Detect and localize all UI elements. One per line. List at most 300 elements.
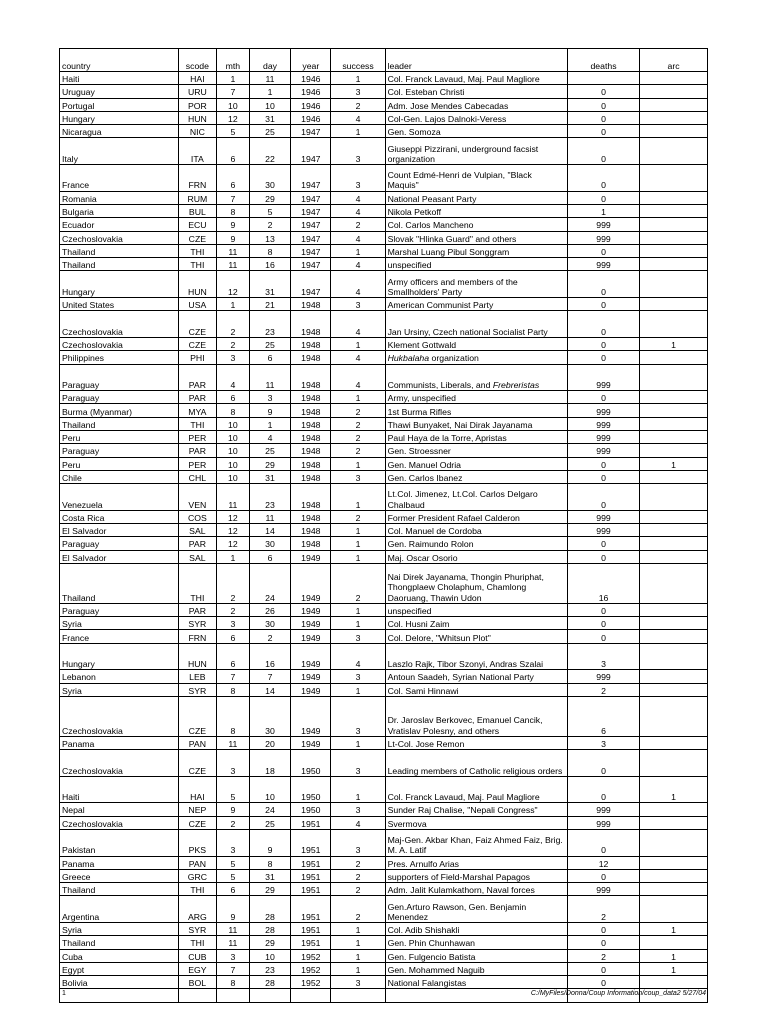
- cell-scode: CZE: [178, 696, 216, 736]
- cell-success: 1: [331, 923, 385, 936]
- cell-year: 1947: [291, 231, 331, 244]
- cell-leader: Gen. Carlos Ibanez: [385, 470, 567, 483]
- cell-year: 1947: [291, 271, 331, 298]
- cell-success: 2: [331, 510, 385, 523]
- cell-day: 26: [249, 603, 290, 616]
- cell-scode: SAL: [178, 550, 216, 563]
- cell-country: Egypt: [60, 962, 179, 975]
- cell-arc: [640, 976, 708, 989]
- cell-year: 1951: [291, 829, 331, 856]
- cell-arc: 1: [640, 337, 708, 350]
- table-row: [60, 218, 708, 231]
- cell-mth: 10: [216, 98, 249, 111]
- cell-country: Czechoslovakia: [60, 816, 179, 829]
- cell-mth: 7: [216, 191, 249, 204]
- cell-day: 30: [249, 696, 290, 736]
- table-row: [60, 125, 708, 138]
- cell-year: 1948: [291, 431, 331, 444]
- cell-day: 31: [249, 271, 290, 298]
- cell-leader: Count Edmé-Henri de Vulpian, "Black Maquis": [385, 165, 567, 192]
- table-row: [60, 298, 708, 311]
- cell-country: Chile: [60, 470, 179, 483]
- cell-mth: 8: [216, 404, 249, 417]
- cell-deaths: 2: [567, 949, 639, 962]
- cell-success: 3: [331, 696, 385, 736]
- header-mth: mth: [216, 49, 249, 72]
- cell-day: 10: [249, 949, 290, 962]
- cell-country: Paraguay: [60, 603, 179, 616]
- header-day: day: [249, 49, 290, 72]
- cell-country: Venezuela: [60, 484, 179, 511]
- cell-country: Romania: [60, 191, 179, 204]
- cell-scode: LEB: [178, 670, 216, 683]
- cell-scode: THI: [178, 883, 216, 896]
- cell-year: 1947: [291, 244, 331, 257]
- cell-scode: CZE: [178, 750, 216, 777]
- cell-country: Czechoslovakia: [60, 311, 179, 338]
- cell-leader: Col. Franck Lavaud, Maj. Paul Magliore: [385, 776, 567, 803]
- cell-day: 14: [249, 683, 290, 696]
- cell-scode: POR: [178, 98, 216, 111]
- cell-mth: 2: [216, 603, 249, 616]
- cell-day: 16: [249, 258, 290, 271]
- cell-deaths: 2: [567, 896, 639, 923]
- cell-country: Thailand: [60, 563, 179, 603]
- cell-deaths: 16: [567, 563, 639, 603]
- cell-year: 1949: [291, 603, 331, 616]
- cell-scode: CZE: [178, 231, 216, 244]
- cell-deaths: 0: [567, 191, 639, 204]
- table-row: [60, 191, 708, 204]
- cell-leader: National Falangistas: [385, 976, 567, 989]
- cell-arc: [640, 883, 708, 896]
- table-row: [60, 444, 708, 457]
- cell-success: 2: [331, 417, 385, 430]
- cell-success: 3: [331, 750, 385, 777]
- cell-year: 1946: [291, 98, 331, 111]
- cell-day: 31: [249, 869, 290, 882]
- cell-scode: CUB: [178, 949, 216, 962]
- cell-mth: 7: [216, 962, 249, 975]
- table-row: [60, 165, 708, 192]
- cell-success: 2: [331, 98, 385, 111]
- cell-deaths: 0: [567, 271, 639, 298]
- cell-country: Greece: [60, 869, 179, 882]
- cell-mth: 12: [216, 524, 249, 537]
- cell-success: 2: [331, 883, 385, 896]
- table-row: [60, 829, 708, 856]
- cell-arc: [640, 550, 708, 563]
- cell-arc: [640, 617, 708, 630]
- cell-year: 1948: [291, 470, 331, 483]
- cell-success: 2: [331, 856, 385, 869]
- cell-scode: BOL: [178, 976, 216, 989]
- cell-year: 1946: [291, 111, 331, 124]
- cell-success: 1: [331, 125, 385, 138]
- cell-day: 25: [249, 444, 290, 457]
- cell-success: 1: [331, 550, 385, 563]
- cell-arc: [640, 696, 708, 736]
- cell-deaths: 0: [567, 976, 639, 989]
- cell-mth: 6: [216, 391, 249, 404]
- cell-deaths: 0: [567, 470, 639, 483]
- table-row: [60, 431, 708, 444]
- cell-leader: Col. Sami Hinnawi: [385, 683, 567, 696]
- cell-deaths: 999: [567, 258, 639, 271]
- cell-country: Ecuador: [60, 218, 179, 231]
- cell-day: 24: [249, 803, 290, 816]
- cell-leader: Maj-Gen. Akbar Khan, Faiz Ahmed Faiz, Brig. M. A. Latif: [385, 829, 567, 856]
- cell-deaths: 0: [567, 165, 639, 192]
- cell-arc: [640, 98, 708, 111]
- cell-scode: SYR: [178, 617, 216, 630]
- cell-deaths: 0: [567, 311, 639, 338]
- table-row: [60, 204, 708, 217]
- cell-leader: Svermova: [385, 816, 567, 829]
- cell-deaths: 999: [567, 444, 639, 457]
- cell-arc: [640, 72, 708, 85]
- cell-success: 1: [331, 244, 385, 257]
- cell-success: 1: [331, 603, 385, 616]
- cell-country: El Salvador: [60, 524, 179, 537]
- cell-deaths: 999: [567, 417, 639, 430]
- cell-leader: Adm. Jalit Kulamkathorn, Naval forces: [385, 883, 567, 896]
- cell-country: Paraguay: [60, 537, 179, 550]
- cell-country: Argentina: [60, 896, 179, 923]
- cell-country: Thailand: [60, 244, 179, 257]
- cell-country: Czechoslovakia: [60, 337, 179, 350]
- cell-leader: 1st Burma Rifles: [385, 404, 567, 417]
- cell-mth: 8: [216, 204, 249, 217]
- cell-success: 4: [331, 311, 385, 338]
- cell-day: 31: [249, 470, 290, 483]
- cell-mth: 9: [216, 218, 249, 231]
- cell-country: Costa Rica: [60, 510, 179, 523]
- table-row: [60, 510, 708, 523]
- coup-data-table: [59, 48, 708, 1003]
- cell-scode: THI: [178, 936, 216, 949]
- cell-success: 1: [331, 776, 385, 803]
- cell-year: 1949: [291, 630, 331, 643]
- cell-success: 3: [331, 829, 385, 856]
- table-row: [60, 896, 708, 923]
- cell-mth: 2: [216, 563, 249, 603]
- cell-arc: [640, 85, 708, 98]
- cell-success: 2: [331, 896, 385, 923]
- cell-country: Hungary: [60, 111, 179, 124]
- cell-leader: unspecified: [385, 603, 567, 616]
- cell-day: 29: [249, 936, 290, 949]
- cell-country: Haiti: [60, 776, 179, 803]
- cell-deaths: 999: [567, 816, 639, 829]
- cell-success: 4: [331, 271, 385, 298]
- cell-success: 1: [331, 484, 385, 511]
- cell-arc: [640, 165, 708, 192]
- cell-country: Czechoslovakia: [60, 696, 179, 736]
- cell-scode: CZE: [178, 816, 216, 829]
- cell-year: 1948: [291, 391, 331, 404]
- cell-deaths: 1: [567, 204, 639, 217]
- cell-country: Czechoslovakia: [60, 231, 179, 244]
- cell-country: Cuba: [60, 949, 179, 962]
- cell-mth: 3: [216, 949, 249, 962]
- cell-arc: [640, 829, 708, 856]
- cell-country: Nicaragua: [60, 125, 179, 138]
- cell-year: 1947: [291, 138, 331, 165]
- table-row: [60, 976, 708, 989]
- table-row: [60, 484, 708, 511]
- cell-year: 1950: [291, 803, 331, 816]
- cell-leader: Nai Direk Jayanama, Thongin Phuriphat, Thongplaew Cholaphum, Chamlong Daoruang, Thawin Udon: [385, 563, 567, 603]
- cell-year: 1949: [291, 736, 331, 749]
- table-row: [60, 630, 708, 643]
- cell-success: 4: [331, 204, 385, 217]
- cell-arc: [640, 896, 708, 923]
- cell-deaths: 0: [567, 391, 639, 404]
- cell-country: Lebanon: [60, 670, 179, 683]
- cell-scode: EGY: [178, 962, 216, 975]
- table-row: [60, 311, 708, 338]
- cell-day: 1: [249, 85, 290, 98]
- cell-mth: 4: [216, 364, 249, 391]
- cell-deaths: [567, 72, 639, 85]
- cell-mth: 11: [216, 258, 249, 271]
- cell-leader: Col. Delore, "Whitsun Plot": [385, 630, 567, 643]
- cell-day: 25: [249, 816, 290, 829]
- cell-deaths: 0: [567, 457, 639, 470]
- cell-year: 1948: [291, 417, 331, 430]
- cell-mth: 3: [216, 829, 249, 856]
- cell-leader: Pres. Arnulfo Arias: [385, 856, 567, 869]
- cell-scode: ARG: [178, 896, 216, 923]
- cell-leader: Leading members of Catholic religious orders: [385, 750, 567, 777]
- cell-success: 1: [331, 617, 385, 630]
- cell-success: 1: [331, 337, 385, 350]
- cell-day: 9: [249, 829, 290, 856]
- cell-day: 22: [249, 138, 290, 165]
- cell-year: 1948: [291, 444, 331, 457]
- table-row: [60, 776, 708, 803]
- cell-success: 1: [331, 72, 385, 85]
- cell-success: 3: [331, 470, 385, 483]
- cell-mth: 1: [216, 550, 249, 563]
- cell-mth: 10: [216, 470, 249, 483]
- cell-mth: 7: [216, 85, 249, 98]
- cell-scode: PER: [178, 431, 216, 444]
- cell-leader: supporters of Field-Marshal Papagos: [385, 869, 567, 882]
- table-row: [60, 391, 708, 404]
- cell-mth: 12: [216, 271, 249, 298]
- cell-mth: 10: [216, 444, 249, 457]
- cell-scode: PAR: [178, 444, 216, 457]
- cell-success: 3: [331, 85, 385, 98]
- cell-deaths: 999: [567, 231, 639, 244]
- cell-day: 10: [249, 98, 290, 111]
- cell-country: Paraguay: [60, 364, 179, 391]
- cell-leader: Col. Esteban Christi: [385, 85, 567, 98]
- cell-leader: Lt-Col. Jose Remon: [385, 736, 567, 749]
- cell-mth: 11: [216, 736, 249, 749]
- cell-leader: Gen. Phin Chunhawan: [385, 936, 567, 949]
- cell-deaths: 0: [567, 484, 639, 511]
- cell-scode: BUL: [178, 204, 216, 217]
- cell-mth: 3: [216, 617, 249, 630]
- cell-deaths: 2: [567, 683, 639, 696]
- cell-leader: Gen. Manuel Odria: [385, 457, 567, 470]
- cell-scode: RUM: [178, 191, 216, 204]
- cell-arc: [640, 510, 708, 523]
- cell-day: 29: [249, 191, 290, 204]
- cell-deaths: 0: [567, 630, 639, 643]
- cell-deaths: 0: [567, 603, 639, 616]
- cell-mth: 11: [216, 244, 249, 257]
- cell-day: 23: [249, 962, 290, 975]
- cell-mth: 2: [216, 337, 249, 350]
- cell-country: United States: [60, 298, 179, 311]
- cell-success: 4: [331, 364, 385, 391]
- table-row: [60, 111, 708, 124]
- cell-country: Paraguay: [60, 444, 179, 457]
- cell-country: Thailand: [60, 258, 179, 271]
- cell-leader: Adm. Jose Mendes Cabecadas: [385, 98, 567, 111]
- table-row: [60, 696, 708, 736]
- cell-leader: Gen. Raimundo Rolon: [385, 537, 567, 550]
- cell-success: 2: [331, 431, 385, 444]
- cell-leader: Thawi Bunyaket, Nai Dirak Jayanama: [385, 417, 567, 430]
- cell-mth: 1: [216, 298, 249, 311]
- cell-day: 21: [249, 298, 290, 311]
- cell-leader: unspecified: [385, 258, 567, 271]
- cell-leader: Gen.Arturo Rawson, Gen. Benjamin Menendez: [385, 896, 567, 923]
- table-row: [60, 85, 708, 98]
- cell-country: El Salvador: [60, 550, 179, 563]
- cell-scode: THI: [178, 417, 216, 430]
- cell-leader: Gen. Stroessner: [385, 444, 567, 457]
- cell-deaths: 999: [567, 670, 639, 683]
- cell-day: 30: [249, 165, 290, 192]
- cell-success: 1: [331, 962, 385, 975]
- cell-leader: Dr. Jaroslav Berkovec, Emanuel Cancik, Vratislav Polesny, and others: [385, 696, 567, 736]
- cell-scode: THI: [178, 258, 216, 271]
- cell-country: Thailand: [60, 883, 179, 896]
- cell-year: 1949: [291, 643, 331, 670]
- cell-scode: FRN: [178, 165, 216, 192]
- cell-success: 3: [331, 138, 385, 165]
- cell-leader: Army, unspecified: [385, 391, 567, 404]
- cell-mth: 12: [216, 510, 249, 523]
- cell-success: 1: [331, 524, 385, 537]
- table-row: [60, 670, 708, 683]
- cell-deaths: 999: [567, 431, 639, 444]
- cell-deaths: 0: [567, 936, 639, 949]
- cell-year: 1952: [291, 949, 331, 962]
- table-row: [60, 231, 708, 244]
- cell-year: 1947: [291, 191, 331, 204]
- cell-arc: [640, 444, 708, 457]
- cell-arc: [640, 138, 708, 165]
- cell-arc: [640, 258, 708, 271]
- cell-year: 1947: [291, 258, 331, 271]
- table-row: [60, 683, 708, 696]
- cell-success: 2: [331, 444, 385, 457]
- cell-scode: [178, 989, 216, 1002]
- cell-day: 20: [249, 736, 290, 749]
- cell-arc: [640, 364, 708, 391]
- cell-deaths: 0: [567, 244, 639, 257]
- cell-scode: PAR: [178, 537, 216, 550]
- cell-year: 1950: [291, 750, 331, 777]
- cell-country: Thailand: [60, 936, 179, 949]
- table-row: [60, 803, 708, 816]
- cell-day: [249, 989, 290, 1002]
- cell-country: [60, 989, 179, 1002]
- cell-mth: 11: [216, 923, 249, 936]
- cell-day: 25: [249, 337, 290, 350]
- cell-deaths: 0: [567, 869, 639, 882]
- cell-year: 1948: [291, 537, 331, 550]
- header-leader: leader: [385, 49, 567, 72]
- cell-deaths: 6: [567, 696, 639, 736]
- table-row: [60, 337, 708, 350]
- cell-year: 1951: [291, 856, 331, 869]
- cell-country: Bulgaria: [60, 204, 179, 217]
- cell-arc: [640, 856, 708, 869]
- header-deaths: deaths: [567, 49, 639, 72]
- cell-deaths: 12: [567, 856, 639, 869]
- cell-country: Syria: [60, 617, 179, 630]
- cell-arc: [640, 630, 708, 643]
- cell-year: 1947: [291, 125, 331, 138]
- cell-arc: 1: [640, 962, 708, 975]
- cell-day: 11: [249, 510, 290, 523]
- cell-day: 5: [249, 204, 290, 217]
- cell-leader: Gen. Somoza: [385, 125, 567, 138]
- cell-leader: Jan Ursiny, Czech national Socialist Party: [385, 311, 567, 338]
- cell-success: 3: [331, 976, 385, 989]
- table-row: [60, 404, 708, 417]
- cell-arc: [640, 750, 708, 777]
- cell-leader: Laszlo Rajk, Tibor Szonyi, Andras Szalai: [385, 643, 567, 670]
- cell-day: 16: [249, 643, 290, 670]
- cell-leader: Communists, Liberals, and Frebreristas: [385, 364, 567, 391]
- cell-success: 1: [331, 949, 385, 962]
- cell-scode: PHI: [178, 351, 216, 364]
- cell-deaths: 999: [567, 803, 639, 816]
- cell-year: 1948: [291, 298, 331, 311]
- cell-deaths: 3: [567, 643, 639, 670]
- table-body: [60, 72, 708, 1003]
- cell-deaths: 0: [567, 923, 639, 936]
- cell-day: 7: [249, 670, 290, 683]
- cell-mth: 5: [216, 869, 249, 882]
- cell-deaths: 999: [567, 883, 639, 896]
- table-row: [60, 550, 708, 563]
- table-row: [60, 869, 708, 882]
- cell-year: 1948: [291, 351, 331, 364]
- cell-arc: [640, 298, 708, 311]
- cell-success: 4: [331, 191, 385, 204]
- cell-day: 23: [249, 311, 290, 338]
- table-row: [60, 563, 708, 603]
- cell-year: 1949: [291, 617, 331, 630]
- cell-success: 1: [331, 936, 385, 949]
- cell-deaths: 0: [567, 776, 639, 803]
- table-row: [60, 470, 708, 483]
- cell-scode: VEN: [178, 484, 216, 511]
- cell-success: 4: [331, 231, 385, 244]
- cell-arc: [640, 936, 708, 949]
- cell-day: 24: [249, 563, 290, 603]
